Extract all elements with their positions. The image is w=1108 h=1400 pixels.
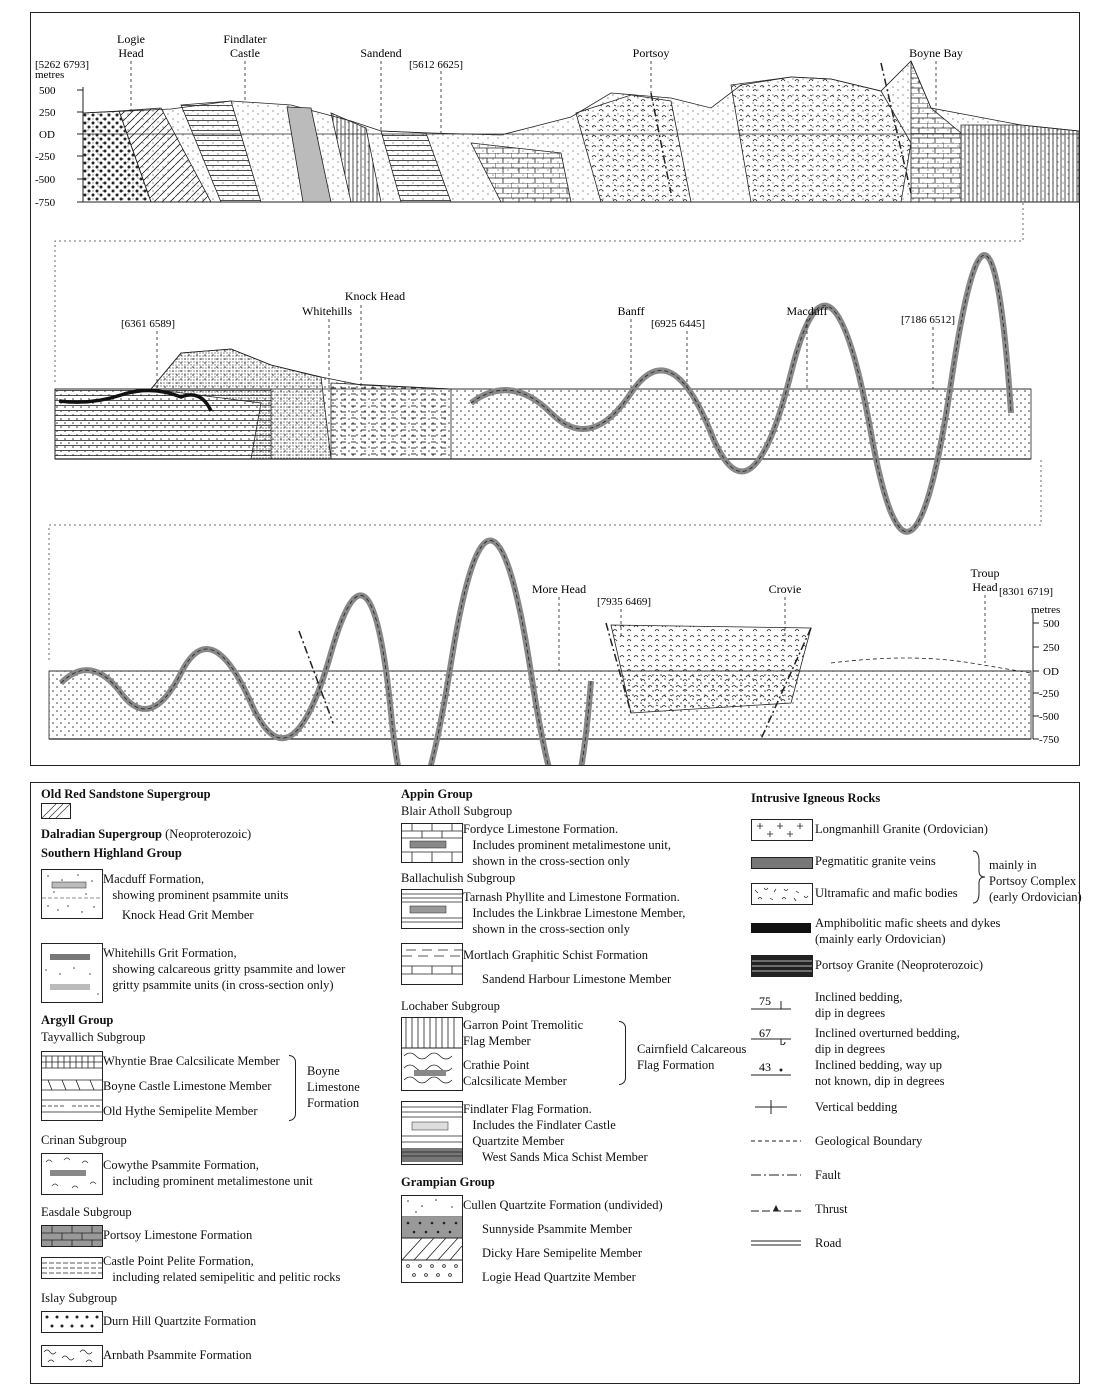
boundary-label: Geological Boundary: [815, 1134, 923, 1148]
knock-head-label: Knock Head Grit Member: [122, 908, 254, 922]
arnbath-label: Arnbath Psammite Formation: [103, 1348, 252, 1362]
blair-atholl-heading: Blair Atholl Subgroup: [401, 804, 513, 818]
bedding-dip: 75: [759, 994, 771, 1008]
place-label: Banff: [617, 304, 645, 318]
tick-label: 500: [1043, 618, 1060, 630]
grid-ref: [5262 6793]: [35, 59, 90, 71]
durn-hill-label: Durn Hill Quartzite Formation: [103, 1314, 257, 1328]
garron-label: Garron Point Tremolitic Flag Member: [463, 1018, 584, 1048]
macduff-label: Macduff Formation, showing prominent psammite units: [103, 872, 289, 902]
logie-head-label: Logie Head Quartzite Member: [482, 1270, 636, 1284]
amphibolitic-label: Amphibolitic mafic sheets and dykes (mainly early Ordovician): [815, 916, 1001, 946]
sandend-harbour-label: Sandend Harbour Limestone Member: [482, 972, 672, 986]
axis-title-row-1: metres: [35, 69, 65, 81]
axis-title-row-3: metres: [1031, 604, 1061, 616]
overturned-label: Inclined overturned bedding, dip in degrees: [815, 1026, 960, 1056]
cross-section-svg: [31, 13, 1079, 765]
fordyce-label: Fordyce Limestone Formation. Includes prominent metalimestone unit, shown in the cross-section only: [463, 822, 671, 868]
place-label: Crovie: [768, 582, 802, 596]
place-label: Portsoy: [632, 46, 670, 60]
grampian-swatch: [401, 1195, 463, 1283]
place-label: Boyne Bay: [909, 46, 963, 60]
boundary-symbol: [751, 1131, 811, 1151]
easdale-heading: Easdale Subgroup: [41, 1205, 132, 1219]
bedding-symbol: [751, 991, 811, 1011]
tick-label: OD: [1043, 666, 1059, 678]
place-label: Head: [972, 580, 998, 594]
sunnyside-label: Sunnyside Psammite Member: [482, 1222, 632, 1236]
place-label: Knock Head: [344, 289, 406, 303]
fault-symbol: [751, 1165, 811, 1185]
dicky-hare-label: Dicky Hare Semipelite Member: [482, 1246, 643, 1260]
section-row-3: [49, 540, 1060, 765]
tarnash-swatch: [401, 889, 463, 929]
boyne-bracket: [289, 1055, 296, 1121]
place-label: Castle: [230, 46, 260, 60]
castle-point-swatch: [41, 1257, 103, 1279]
durn-hill-swatch: [41, 1311, 103, 1333]
cowythe-swatch: [41, 1153, 103, 1195]
lochaber-heading: Lochaber Subgroup: [401, 999, 500, 1013]
crathie-label: Crathie Point Calcsilicate Member: [463, 1058, 567, 1088]
fault-label: Fault: [815, 1168, 841, 1182]
thrust-symbol: [751, 1199, 811, 1219]
tick-label: OD: [39, 129, 55, 141]
tick-label: -500: [35, 174, 56, 186]
portsoy-limestone-label: Portsoy Limestone Formation: [103, 1228, 253, 1242]
grid-ref: [8301 6719]: [999, 586, 1054, 598]
place-label: Sandend: [360, 46, 402, 60]
axis-ticks-row-1: [77, 90, 83, 202]
boyne-castle-label: Boyne Castle Limestone Member: [103, 1079, 272, 1093]
tick-label: -250: [35, 151, 56, 163]
arnbath-swatch: [41, 1345, 103, 1367]
findlater-swatch: [401, 1101, 463, 1165]
wayup-label: Inclined bedding, way up not known, dip in degrees: [815, 1058, 945, 1088]
argyll-heading: Argyll Group: [41, 1013, 114, 1027]
portsoy-limestone-swatch: [41, 1225, 103, 1247]
cowythe-label: Cowythe Psammite Formation, including prominent metalimestone unit: [103, 1158, 313, 1188]
ultramafic-label: Ultramafic and mafic bodies: [815, 886, 958, 900]
fordyce-swatch: [401, 823, 463, 863]
portsoy-granite-swatch: [751, 955, 813, 977]
ballachulish-heading: Ballachulish Subgroup: [401, 871, 516, 885]
thrust-label: Thrust: [815, 1202, 848, 1216]
cullen-label: Cullen Quartzite Formation (undivided): [463, 1198, 663, 1212]
ors-heading: Old Red Sandstone Supergroup: [41, 787, 211, 801]
grid-ref: [7935 6469]: [597, 596, 652, 608]
tarnash-label: Tarnash Phyllite and Limestone Formation. Includes the Linkbrae Limestone Member, shown in the cross-section only: [463, 890, 686, 936]
overturned-dip: 67: [759, 1026, 771, 1040]
road-label: Road: [815, 1236, 842, 1250]
grampian-heading: Grampian Group: [401, 1175, 495, 1189]
legend-panel: [30, 782, 1080, 1384]
vertical-bedding-symbol: [751, 1097, 811, 1117]
tayvallich-heading: Tayvallich Subgroup: [41, 1030, 146, 1044]
dalradian-heading: Dalradian Supergroup (Neoproterozoic): [41, 827, 252, 841]
place-label: Whitehills: [302, 304, 352, 318]
appin-heading: Appin Group: [401, 787, 473, 801]
grid-ref: [5612 6625]: [409, 59, 464, 71]
whyntie-label: Whyntie Brae Calcsilicate Member: [103, 1054, 280, 1068]
southern-highland-heading: Southern Highland Group: [41, 846, 182, 860]
grid-ref: [6361 6589]: [121, 318, 176, 330]
tick-label: 250: [1043, 642, 1060, 654]
old-hythe-label: Old Hythe Semipelite Member: [103, 1104, 258, 1118]
tick-label: 500: [39, 85, 56, 97]
wayup-symbol: [751, 1057, 811, 1077]
section-row-1: [35, 32, 1079, 209]
portsoy-complex-label: mainly in Portsoy Complex (early Ordovician): [989, 858, 1082, 904]
place-label: Logie: [117, 32, 145, 46]
west-sands-label: West Sands Mica Schist Member: [482, 1150, 648, 1164]
pegmatitic-swatch: [751, 857, 813, 869]
place-label: Head: [118, 46, 144, 60]
pegmatitic-label: Pegmatitic granite veins: [815, 854, 936, 868]
longmanhill-label: Longmanhill Granite (Ordovician): [815, 822, 988, 836]
mortlach-label: Mortlach Graphitic Schist Formation: [463, 948, 649, 962]
cairnfield-label: Cairnfield Calcareous Flag Formation: [637, 1042, 747, 1072]
place-label: Findlater: [223, 32, 267, 46]
grid-ref: [6925 6445]: [651, 318, 706, 330]
ultramafic-swatch: [751, 883, 813, 905]
ors-swatch: [41, 803, 71, 819]
cross-section-panel: [30, 12, 1080, 766]
place-label: Troup: [970, 566, 1000, 580]
overturned-symbol: [751, 1025, 811, 1045]
section-row-2: [55, 255, 1031, 532]
mortlach-swatch: [401, 943, 463, 985]
amphibolitic-swatch: [751, 923, 811, 933]
tick-label: -500: [1039, 711, 1060, 723]
longmanhill-swatch: [751, 819, 813, 841]
bedding-label: Inclined bedding, dip in degrees: [815, 990, 903, 1020]
crinan-heading: Crinan Subgroup: [41, 1133, 127, 1147]
place-label: Macduff: [786, 304, 828, 318]
islay-heading: Islay Subgroup: [41, 1291, 118, 1305]
macduff-swatch: [41, 869, 103, 919]
road-symbol: [751, 1233, 811, 1253]
wayup-dip: 43: [759, 1060, 771, 1074]
castle-point-label: Castle Point Pelite Formation, including related semipelitic and pelitic rocks: [103, 1254, 341, 1284]
vertical-label: Vertical bedding: [815, 1100, 898, 1114]
tick-label: 250: [39, 107, 56, 119]
tick-label: -250: [1039, 688, 1060, 700]
intrusive-heading: Intrusive Igneous Rocks: [751, 791, 881, 805]
portsoy-granite-label: Portsoy Granite (Neoproterozoic): [815, 958, 983, 972]
tick-label: -750: [1039, 734, 1060, 746]
tick-label: -750: [35, 197, 56, 209]
cairnfield-bracket: [619, 1021, 626, 1085]
whitehills-label: Whitehills Grit Formation, showing calcareous gritty psammite and lower gritty psammite units (in cross-section only): [103, 946, 346, 992]
place-label: More Head: [531, 582, 587, 596]
boyne-swatch: [41, 1051, 103, 1121]
grid-ref: [7186 6512]: [901, 314, 956, 326]
cairnfield-swatch: [401, 1017, 463, 1091]
findlater-label: Findlater Flag Formation. Includes the Findlater Castle Quartzite Member: [463, 1102, 616, 1148]
boyne-formation-label: Boyne Limestone Formation: [307, 1064, 360, 1110]
whitehills-swatch: [41, 943, 103, 1003]
